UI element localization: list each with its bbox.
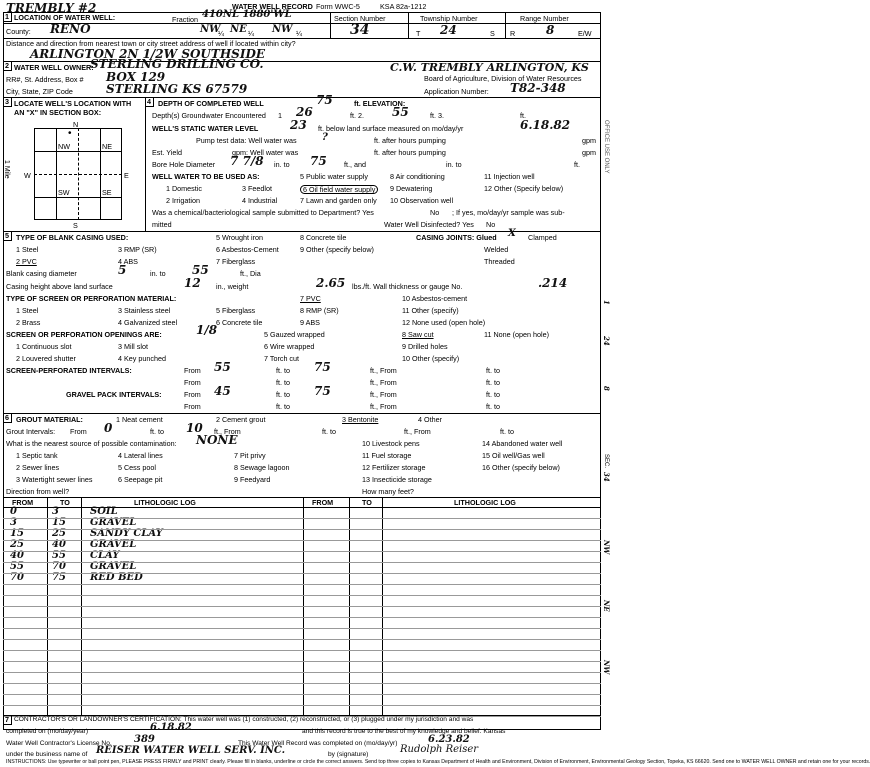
log-row-from[interactable]: 3: [10, 517, 17, 528]
grout-cement[interactable]: 2 Cement grout: [216, 415, 266, 424]
county-label: County:: [6, 27, 31, 36]
height-value[interactable]: 12: [184, 276, 201, 290]
fraction-label: Fraction: [172, 15, 198, 24]
log-row-to[interactable]: 75: [52, 572, 66, 583]
divider: [3, 23, 601, 24]
range-r-label: R: [510, 29, 516, 38]
divider: [408, 12, 409, 38]
completed-label: completed on (mo/day/year): [6, 728, 89, 735]
section-number-label: Section Number: [334, 14, 386, 23]
contamination-label: What is the nearest source of possible contamination:: [6, 439, 177, 448]
log-row-to[interactable]: 40: [52, 539, 66, 550]
opening-mill[interactable]: 3 Mill slot: [118, 342, 148, 351]
pump-after-hours: ft. after hours pumping: [374, 136, 446, 145]
ksa-reference: KSA 82a-1212: [380, 2, 427, 11]
screen-from-label: From: [184, 366, 201, 375]
screen-abs[interactable]: 9 ABS: [300, 318, 320, 327]
section-4-number: 4: [147, 97, 151, 106]
section-7-number: 7: [5, 715, 9, 724]
casing-pvc[interactable]: 2 PVC: [16, 257, 37, 266]
grout-ft-from-2: ft., From: [404, 427, 431, 436]
grout-from-label: From: [70, 427, 87, 436]
groundwater-3-label: ft. 3.: [430, 111, 444, 120]
log-ruled-line: [3, 650, 601, 651]
grid-nw: NW: [58, 142, 70, 151]
use-oil-field[interactable]: 6 Oil field water supply: [300, 185, 378, 194]
casing-wrought-iron[interactable]: 5 Wrought iron: [216, 233, 264, 242]
divider: [330, 12, 331, 38]
opening-saw-cut[interactable]: 8 Saw cut: [402, 330, 434, 339]
source-sewer[interactable]: 2 Sewer lines: [16, 463, 60, 472]
source-watertight[interactable]: 3 Watertight sewer lines: [16, 475, 93, 484]
openings-label: SCREEN OR PERFORATION OPENINGS ARE:: [6, 330, 162, 339]
section-value[interactable]: 34: [350, 22, 370, 38]
divider: [34, 174, 122, 175]
use-observation[interactable]: 10 Observation well: [390, 196, 454, 205]
west-label: W: [24, 171, 31, 180]
gravel-ft-to-4: ft. to: [486, 402, 500, 411]
gravel-ft-to-3: ft. to: [276, 402, 290, 411]
casing-rmp[interactable]: 3 RMP (SR): [118, 245, 157, 254]
wall-label: lbs./ft. Wall thickness or gauge No.: [352, 282, 463, 291]
grout-from-value[interactable]: 0: [104, 421, 113, 435]
grout-bentonite[interactable]: 3 Bentonite: [342, 415, 379, 424]
groundwater-1-value[interactable]: 26: [296, 105, 313, 119]
elevation-label: ft. ELEVATION:: [354, 99, 406, 108]
direction-label: Direction from well?: [6, 487, 70, 496]
owner-alt-name[interactable]: C.W. TREMBLY ARLINGTON, KS: [390, 61, 589, 74]
application-label: Application Number:: [424, 87, 489, 96]
bore-in-to-2: in. to: [446, 160, 462, 169]
screen-fiberglass[interactable]: 5 Fiberglass: [216, 306, 256, 315]
source-abandoned-well[interactable]: 14 Abandoned water well: [482, 439, 563, 448]
business-label: under the business name of: [6, 751, 88, 758]
bore-value[interactable]: 7 7/8: [230, 154, 264, 168]
screen-ft-to: ft. to: [276, 366, 290, 375]
log-row-desc[interactable]: GRAVEL: [90, 539, 137, 550]
casing-concrete-tile[interactable]: 8 Concrete tile: [300, 233, 347, 242]
grout-ft-to-3: ft. to: [500, 427, 514, 436]
source-pit-privy[interactable]: 7 Pit privy: [234, 451, 266, 460]
yield-well-label: gpm: Well water was: [232, 148, 299, 157]
section-5-number: 5: [5, 231, 9, 240]
pump-test-value[interactable]: ?: [322, 132, 328, 143]
depth-value[interactable]: 75: [316, 93, 333, 107]
depth-label: DEPTH OF COMPLETED WELL: [158, 99, 264, 108]
use-injection[interactable]: 11 Injection well: [484, 172, 535, 181]
county-value[interactable]: RENO: [50, 22, 91, 36]
log-row-to[interactable]: 3: [52, 506, 59, 517]
use-lawn[interactable]: 7 Lawn and garden only: [300, 196, 377, 205]
board-label: Board of Agriculture, Division of Water Resources: [424, 74, 582, 83]
side-quarter-3: NW: [602, 660, 611, 675]
log-row-desc[interactable]: RED BED: [90, 572, 143, 583]
fraction-value[interactable]: 410NL 1880'WL: [202, 9, 292, 20]
gravel-ft-from-2: ft., From: [370, 402, 397, 411]
source-cess-pool[interactable]: 5 Cess pool: [118, 463, 156, 472]
use-industrial[interactable]: 4 Industrial: [242, 196, 278, 205]
gravel-ft-from: ft., From: [370, 390, 397, 399]
divider: [34, 197, 122, 198]
grid-ne: NE: [102, 142, 112, 151]
diameter-to-value[interactable]: 55: [192, 263, 209, 277]
groundwater-2-value[interactable]: 55: [392, 105, 409, 119]
business-value[interactable]: REISER WATER WELL SERV. INC.: [96, 745, 286, 756]
log-ruled-line: [3, 694, 601, 695]
office-use-label: OFFICE USE ONLY: [603, 120, 609, 174]
south-label: S: [73, 221, 78, 230]
address-value[interactable]: BOX 129: [106, 70, 166, 84]
section-1-number: 1: [5, 12, 9, 21]
quarter-mark-3: ¼: [296, 29, 302, 38]
grout-other[interactable]: 4 Other: [418, 415, 442, 424]
license-label: Water Well Contractor's License No.: [6, 740, 112, 747]
owner-label: WATER WELL OWNER:: [14, 63, 94, 72]
source-oil-gas[interactable]: 15 Oil well/Gas well: [482, 451, 545, 460]
cert-true-label: and this record is true to the best of my knowledge and belief. Kansas: [302, 728, 506, 735]
quarter-mark-1: ¼: [218, 29, 224, 38]
bore-and: ft., and: [344, 160, 366, 169]
pump-gpm: gpm: [582, 136, 596, 145]
use-other[interactable]: 12 Other (Specify below): [484, 184, 564, 193]
log-row-from[interactable]: 55: [10, 561, 24, 572]
use-air[interactable]: 8 Air conditioning: [390, 172, 445, 181]
log-ruled-line: [3, 584, 601, 585]
source-livestock[interactable]: 10 Livestock pens: [362, 439, 420, 448]
height-label: Casing height above land surface: [6, 282, 113, 291]
log-ruled-line: [3, 562, 601, 563]
use-feedlot[interactable]: 3 Feedlot: [242, 184, 272, 193]
static-level-date[interactable]: 6.18.82: [520, 118, 571, 132]
log-ruled-line: [3, 683, 601, 684]
screen-from-label-2: From: [184, 378, 201, 387]
grout-ft-from: ft., From: [214, 427, 241, 436]
handwritten-title: TREMBLY #2: [6, 1, 97, 15]
section-3-number: 3: [5, 97, 9, 106]
log-ruled-line: [3, 661, 601, 662]
gravel-ft-to: ft. to: [276, 390, 290, 399]
address-label: RR#, St. Address, Box #: [6, 75, 84, 84]
screen-galvanized[interactable]: 4 Galvanized steel: [118, 318, 178, 327]
quarter-2[interactable]: NE: [230, 24, 247, 35]
log-ruled-line: [3, 551, 601, 552]
log-header-to: TO: [60, 498, 70, 507]
grid-sw: SW: [58, 188, 70, 197]
casing-fiberglass[interactable]: 7 Fiberglass: [216, 257, 256, 266]
township-s-label: S: [490, 29, 495, 38]
screen-ft-to-4: ft. to: [486, 378, 500, 387]
divider: [3, 97, 601, 98]
side-quarter-2: NE: [602, 600, 611, 612]
openings-size[interactable]: 1/8: [196, 323, 218, 337]
opening-continuous[interactable]: 1 Continuous slot: [16, 342, 72, 351]
source-lateral[interactable]: 4 Lateral lines: [118, 451, 163, 460]
opening-torch[interactable]: 7 Torch cut: [264, 354, 300, 363]
casing-abs[interactable]: 4 ABS: [118, 257, 138, 266]
screen-brass[interactable]: 2 Brass: [16, 318, 41, 327]
static-level-value[interactable]: 23: [290, 118, 307, 132]
instructions-text: INSTRUCTIONS: Use typewriter or ball point pen, PLEASE PRESS FIRMLY and PRINT clearly. Please fill in blanks, underline or circle the correct answers. Send top three copies to Kansas Department of Health and Environment, Division of Environment, Environmental Geology Section, Topeka, KS 66620. Send one to WATER WELL OWNER and retain one for your records.: [6, 759, 870, 765]
side-sec-label: SEC.: [603, 454, 609, 469]
grout-ft-to-2: ft. to: [322, 427, 336, 436]
wall-value[interactable]: .214: [538, 276, 568, 290]
location-label: LOCATION OF WATER WELL:: [14, 13, 116, 22]
source-fertilizer[interactable]: 12 Fertilizer storage: [362, 463, 426, 472]
distance-value[interactable]: ARLINGTON 2N 1/2W SOUTHSIDE: [30, 47, 265, 61]
source-fuel[interactable]: 11 Fuel storage: [362, 451, 412, 460]
how-many-label: How many feet?: [362, 487, 414, 496]
well-location-mark: •: [68, 128, 72, 139]
joints-glued-mark[interactable]: X: [508, 228, 516, 239]
log-header-lithology: LITHOLOGIC LOG: [134, 498, 196, 507]
opening-drilled[interactable]: 9 Drilled holes: [402, 342, 448, 351]
township-number-label: Township Number: [420, 14, 478, 23]
opening-none[interactable]: 11 None (open hole): [484, 330, 549, 339]
log-ruled-line: [3, 606, 601, 607]
contamination-value[interactable]: NONE: [196, 433, 238, 447]
source-feedyard[interactable]: 9 Feedyard: [234, 475, 271, 484]
use-irrigation[interactable]: 2 Irrigation: [166, 196, 200, 205]
log-ruled-line: [3, 705, 601, 706]
opening-gauzed[interactable]: 5 Gauzed wrapped: [264, 330, 325, 339]
diameter-value[interactable]: 5: [118, 263, 127, 277]
disinfected-label: Water Well Disinfected? Yes: [384, 220, 474, 229]
screen-ft-to-2: ft. to: [486, 366, 500, 375]
side-value-2: 24: [602, 336, 611, 346]
gravel-from-label: From: [184, 390, 201, 399]
bore-to-value[interactable]: 75: [310, 154, 327, 168]
record-value[interactable]: 6.23.82: [428, 734, 470, 745]
screen-asbestos[interactable]: 10 Asbestos-cement: [402, 294, 468, 303]
log-ruled-line: [3, 672, 601, 673]
casing-steel[interactable]: 1 Steel: [16, 245, 39, 254]
city-label: City, State, ZIP Code: [6, 87, 73, 96]
log-row-desc[interactable]: SOIL: [90, 506, 118, 517]
section-2-number: 2: [5, 61, 9, 70]
height-weight: in., weight: [216, 282, 249, 291]
log-row-to[interactable]: 25: [52, 528, 66, 539]
completed-value[interactable]: 6.18.82: [150, 722, 192, 733]
divider: [505, 12, 506, 38]
gravel-intervals-label: GRAVEL PACK INTERVALS:: [66, 390, 162, 399]
cert-line-1: CONTRACTOR'S OR LANDOWNER'S CERTIFICATION: This water well was (1) constructed, (2) reconstructed, or (3) plugged under my jurisdiction and was: [14, 716, 474, 723]
source-other[interactable]: 16 Other (specify below): [482, 463, 560, 472]
log-row-to[interactable]: 70: [52, 561, 66, 572]
log-row-from[interactable]: 25: [10, 539, 24, 550]
divider: [3, 413, 601, 414]
casing-other[interactable]: 9 Other (specify below): [300, 245, 374, 254]
township-value[interactable]: 24: [440, 23, 457, 37]
use-public[interactable]: 5 Public water supply: [300, 172, 368, 181]
divider: [56, 128, 57, 220]
use-dewatering[interactable]: 9 Dewatering: [390, 184, 433, 193]
log-row-to[interactable]: 15: [52, 517, 66, 528]
section-6-number: 6: [5, 413, 9, 422]
yield-label: Est. Yield: [152, 148, 182, 157]
side-value-1: 1: [602, 300, 611, 305]
log-ruled-line: [3, 628, 601, 629]
gravel-ft-to-2: ft. to: [486, 390, 500, 399]
quarter-mark-2: ¼: [248, 29, 254, 38]
grout-intervals-label: Grout Intervals:: [6, 427, 56, 436]
grout-label: GROUT MATERIAL:: [16, 415, 83, 424]
gravel-from-label-2: From: [184, 402, 201, 411]
joints-welded[interactable]: Welded: [484, 245, 509, 254]
log-ruled-line: [3, 595, 601, 596]
bore-label: Bore Hole Diameter: [152, 160, 216, 169]
chem-if: ; If yes, mo/day/yr sample was sub-: [452, 208, 565, 217]
groundwater-2-label: ft. 2.: [350, 111, 364, 120]
grout-to-value[interactable]: 10: [186, 421, 203, 435]
joints-threaded[interactable]: Threaded: [484, 257, 515, 266]
form-title: WATER WELL RECORD: [232, 2, 313, 11]
pump-test-label: Pump test data: Well water was: [196, 136, 297, 145]
range-value[interactable]: 8: [546, 23, 555, 37]
log-header-to-2: TO: [362, 498, 372, 507]
screen-none[interactable]: 12 None used (open hole): [402, 318, 486, 327]
screen-ft-from-2: ft., From: [370, 378, 397, 387]
static-level-label: WELL'S STATIC WATER LEVEL: [152, 124, 259, 133]
screen-steel[interactable]: 1 Steel: [16, 306, 39, 315]
log-row-from[interactable]: 40: [10, 550, 24, 561]
distance-label: Distance and direction from nearest town or city street address of well if located within city?: [6, 39, 296, 48]
source-insecticide[interactable]: 13 Insecticide storage: [362, 475, 432, 484]
record-label: This Water Well Record was completed on (mo/day/yr): [238, 740, 398, 747]
log-row-desc[interactable]: CLAY: [90, 550, 120, 561]
divider: [145, 97, 146, 231]
opening-louvered[interactable]: 2 Louvered shutter: [16, 354, 76, 363]
screen-label: TYPE OF SCREEN OR PERFORATION MATERIAL:: [6, 294, 177, 303]
joints-label: CASING JOINTS: Glued: [416, 233, 497, 242]
screen-concrete[interactable]: 6 Concrete tile: [216, 318, 263, 327]
log-header-lithology-2: LITHOLOGIC LOG: [454, 498, 516, 507]
opening-key-punched[interactable]: 4 Key punched: [118, 354, 166, 363]
township-t-label: T: [416, 29, 421, 38]
log-ruled-line: [3, 573, 601, 574]
range-number-label: Range Number: [520, 14, 569, 23]
quarter-3[interactable]: NW: [272, 24, 293, 35]
license-value[interactable]: 389: [134, 734, 155, 745]
use-domestic[interactable]: 1 Domestic: [166, 184, 202, 193]
casing-asbestos[interactable]: 6 Asbestos-Cement: [216, 245, 279, 254]
groundwater-1-label: 1: [278, 111, 282, 120]
weight-value[interactable]: 2.65: [316, 276, 346, 290]
side-value-3: 8: [602, 386, 611, 391]
signature-value[interactable]: Rudolph Reiser: [400, 744, 479, 755]
city-value[interactable]: STERLING KS 67579: [106, 82, 248, 96]
chem-no[interactable]: No: [430, 208, 440, 217]
source-lagoon[interactable]: 8 Sewage lagoon: [234, 463, 290, 472]
signature-label: by (signature): [328, 751, 369, 758]
bore-in-to: in. to: [274, 160, 290, 169]
use-label: WELL WATER TO BE USED AS:: [152, 172, 260, 181]
quarter-1[interactable]: NW: [200, 24, 221, 35]
casing-type-label: TYPE OF BLANK CASING USED:: [16, 233, 129, 242]
screen-ft-to-3: ft. to: [276, 378, 290, 387]
screen-intervals-label: SCREEN-PERFORATED INTERVALS:: [6, 366, 132, 375]
screen-from-value[interactable]: 55: [214, 360, 231, 374]
diameter-ft-dia: ft., Dia: [240, 269, 261, 278]
side-quarter-1: NW: [602, 540, 611, 555]
grout-ft-to: ft. to: [150, 427, 164, 436]
yield-after-hours: ft. after hours pumping: [374, 148, 446, 157]
log-ruled-line: [3, 617, 601, 618]
locate-title: LOCATE WELL'S LOCATION WITH AN "X" IN SECTION BOX:: [14, 99, 132, 117]
divider: [100, 128, 101, 220]
groundwater-label: Depth(s) Groundwater Encountered: [152, 111, 266, 120]
disinfected-no[interactable]: No: [486, 220, 496, 229]
gravel-from-value[interactable]: 45: [214, 384, 231, 398]
log-row-desc[interactable]: GRAVEL: [90, 561, 137, 572]
source-septic[interactable]: 1 Septic tank: [16, 451, 58, 460]
log-ruled-line: [3, 518, 601, 519]
form-number: Form WWC-5: [316, 2, 360, 11]
north-label: N: [73, 120, 79, 129]
grid-se: SE: [102, 188, 112, 197]
grout-neat-cement[interactable]: 1 Neat cement: [116, 415, 163, 424]
screen-stainless[interactable]: 3 Stainless steel: [118, 306, 171, 315]
yield-gpm: gpm: [582, 148, 596, 157]
diameter-label: Blank casing diameter: [6, 269, 77, 278]
log-row-from[interactable]: 0: [10, 506, 17, 517]
log-ruled-line: [3, 639, 601, 640]
gravel-to-value[interactable]: 75: [314, 384, 331, 398]
static-level-suffix: ft. below land surface measured on mo/day/yr: [318, 124, 464, 133]
log-row-desc[interactable]: SANDY CLAY: [90, 528, 163, 539]
east-label: E: [124, 171, 129, 180]
screen-to-value[interactable]: 75: [314, 360, 331, 374]
log-header-from-2: FROM: [312, 498, 334, 507]
source-seepage[interactable]: 6 Seepage pit: [118, 475, 163, 484]
range-ew-label: E/W: [578, 29, 592, 38]
log-row-to[interactable]: 55: [52, 550, 66, 561]
chem-mitted: mitted: [152, 220, 172, 229]
log-ruled-line: [3, 540, 601, 541]
log-row-from[interactable]: 70: [10, 572, 24, 583]
log-header-from: FROM: [12, 498, 34, 507]
joints-clamped[interactable]: Clamped: [528, 233, 557, 242]
divider: [34, 151, 122, 152]
screen-other[interactable]: 11 Other (specify): [402, 306, 459, 315]
screen-pvc[interactable]: 7 PVC: [300, 294, 321, 303]
bore-ft: ft.: [574, 160, 580, 169]
log-row-from[interactable]: 15: [10, 528, 24, 539]
application-value[interactable]: T82-348: [510, 81, 566, 95]
mile-label: 1 Mile: [3, 160, 10, 179]
diameter-in-to: in. to: [150, 269, 166, 278]
screen-ft-from: ft., From: [370, 366, 397, 375]
opening-other[interactable]: 10 Other (specify): [402, 354, 460, 363]
chem-label: Was a chemical/bacteriological sample submitted to Department? Yes: [152, 208, 374, 217]
opening-wire[interactable]: 6 Wire wrapped: [264, 342, 315, 351]
side-sec-value: 34: [602, 472, 611, 482]
log-ruled-line: [3, 529, 601, 530]
groundwater-ft: ft.: [520, 111, 526, 120]
log-row-desc[interactable]: GRAVEL: [90, 517, 137, 528]
screen-rmp[interactable]: 8 RMP (SR): [300, 306, 339, 315]
owner-name[interactable]: STERLING DRILLING CO.: [90, 57, 264, 71]
